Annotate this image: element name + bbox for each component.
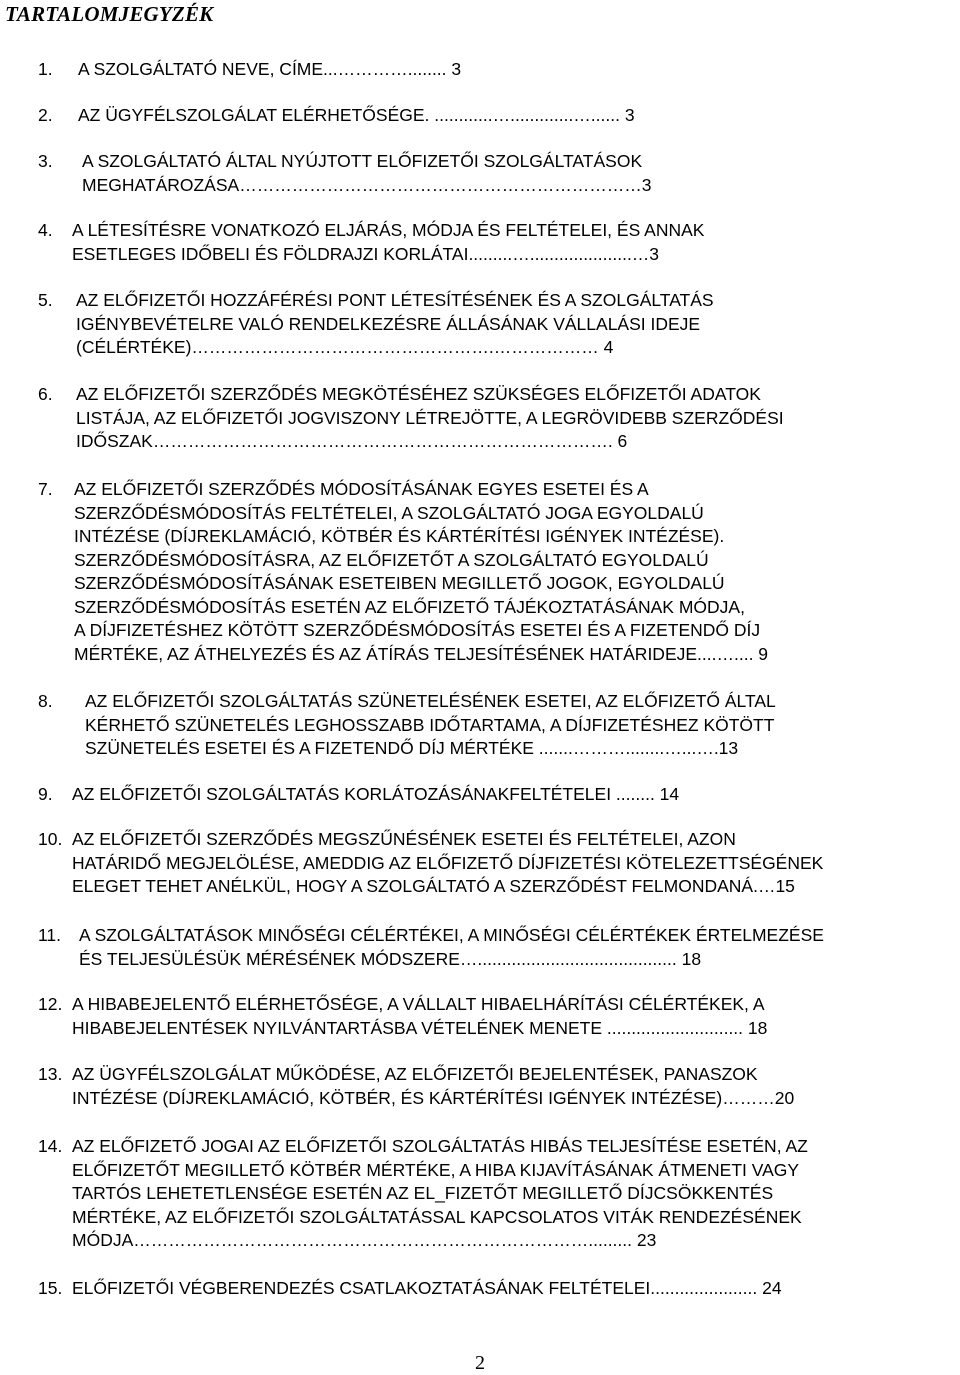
toc-title: TARTALOMJEGYZÉK [5,2,214,26]
toc-entry-line: MÉRTÉKE, AZ ELŐFIZETŐI SZOLGÁLTATÁSSAL KAPCSOLATOS VITÁK RENDEZÉSÉNEK [72,1206,802,1227]
toc-entry-line: AZ ELŐFIZETŐI SZERZŐDÉS MÓDOSÍTÁSÁNAK EGYES ESETEI ÉS A [74,479,649,499]
toc-entry-line: ELŐFIZETŐI VÉGBERENDEZÉS CSATLAKOZTATÁSÁNAK FELTÉTELEI...................... 24 [72,1278,782,1298]
toc-entry-line: AZ ÜGYFÉLSZOLGÁLAT MŰKÖDÉSE, AZ ELŐFIZETŐI BEJELENTÉSEK, PANASZOK [72,1064,758,1084]
toc-entry-number: 14. [38,1136,63,1156]
toc-entry-line: KÉRHETŐ SZÜNETELÉS LEGHOSSZABB IDŐTARTAMA, A DÍJFIZETÉSHEZ KÖTÖTT [85,714,775,735]
toc-entry-line: AZ ELŐFIZETŐI HOZZÁFÉRÉSI PONT LÉTESÍTÉSÉNEK ÉS A SZOLGÁLTATÁS [76,290,714,310]
toc-entry-line: HIBABEJELENTÉSEK NYILVÁNTARTÁSBA VÉTELÉNEK MENETE ............................ 18 [72,1017,768,1038]
toc-entry-line: LISTÁJA, AZ ELŐFIZETŐI JOGVISZONY LÉTREJÖTTE, A LEGRÖVIDEBB SZERZŐDÉSI [76,407,784,428]
toc-entry-number: 5. [38,290,53,310]
toc-entry-line: INTÉZÉSE (DÍJREKLAMÁCIÓ, KÖTBÉR, ÉS KÁRTÉRÍTÉSI IGÉNYEK INTÉZÉSE)………20 [72,1087,795,1108]
toc-entry-number: 10. [38,829,63,849]
toc-entry-line: MÓDJA……………………………………………………………………......... 23 [72,1230,657,1250]
toc-entry-number: 12. [38,994,63,1014]
toc-entry-line: SZERZŐDÉSMÓDOSÍTÁS FELTÉTELEI, A SZOLGÁLTATÓ JOGA EGYOLDALÚ [74,502,704,523]
toc-entry-number: 13. [38,1064,63,1084]
toc-entry-line: ELEGET TEHET ANÉLKÜL, HOGY A SZOLGÁLTATÓ A SZERZŐDÉST FELMONDANÁ.…15 [72,876,795,896]
toc-entry-line: A SZOLGÁLTATÓ ÁLTAL NYÚJTOTT ELŐFIZETŐI SZOLGÁLTATÁSOK [82,151,643,171]
toc-entry-line: ESETLEGES IDŐBELI ÉS FÖLDRAJZI KORLÁTAI.........….....................…3 [72,243,660,264]
toc-entry-number: 6. [38,384,53,404]
toc-entry-number: 2. [38,105,53,125]
toc-entry-line: A DÍJFIZETÉSHEZ KÖTÖTT SZERZŐDÉSMÓDOSÍTÁS ESETEI ÉS A FIZETENDŐ DÍJ [74,620,761,640]
toc-entry-line: SZERZŐDÉSMÓDOSÍTÁSRA, AZ ELŐFIZETŐT A SZOLGÁLTATÓ EGYOLDALÚ [74,549,709,570]
toc-entry-number: 3. [38,151,53,171]
toc-entry-line: A SZOLGÁLTATÓ NEVE, CÍME...…………........ 3 [78,59,462,79]
toc-entry-line: ELŐFIZETŐT MEGILLETŐ KÖTBÉR MÉRTÉKE, A HIBA KIJAVÍTÁSÁNAK ÁTMENETI VAGY [72,1159,800,1180]
toc-entry-line: MÉRTÉKE, AZ ÁTHELYEZÉS ÉS AZ ÁTÍRÁS TELJESÍTÉSÉNEK HATÁRIDEJE....….... 9 [74,643,769,664]
toc-entry-line: INTÉZÉSE (DÍJREKLAMÁCIÓ, KÖTBÉR ÉS KÁRTÉRÍTÉSI IGÉNYEK INTÉZÉSE). [74,526,725,546]
toc-entry-line: AZ ELŐFIZETŐI SZERZŐDÉS MEGSZŰNÉSÉNEK ESETEI ÉS FELTÉTELEI, AZON [72,829,736,849]
toc-entry-line: MEGHATÁROZÁSA……………………………………………………………3 [82,174,652,195]
toc-entry-number: 1. [38,59,53,79]
toc-entry-number: 7. [38,479,53,499]
toc-entry-number: 15. [38,1278,63,1298]
toc-entry-number: 4. [38,220,53,240]
toc-entry-line: AZ ELŐFIZETŐI SZERZŐDÉS MEGKÖTÉSÉHEZ SZÜKSÉGES ELŐFIZETŐI ADATOK [76,384,761,404]
page-number: 2 [475,1352,485,1374]
toc-entry-number: 9. [38,784,53,804]
toc-entry-line: IGÉNYBEVÉTELRE VALÓ RENDELKEZÉSRE ÁLLÁSÁNAK VÁLLALÁSI IDEJE [76,313,701,334]
toc-entry-number: 8. [38,691,53,711]
toc-entry-line: (CÉLÉRTÉKE)…………………………………………….……………… 4 [76,337,614,357]
toc-entry-line: A SZOLGÁLTATÁSOK MINŐSÉGI CÉLÉRTÉKEI, A MINŐSÉGI CÉLÉRTÉKEK ÉRTELMEZÉSE [79,925,824,945]
toc-entry-number: 11. [38,925,62,945]
toc-entry-line: A LÉTESÍTÉSRE VONATKOZÓ ELJÁRÁS, MÓDJA ÉS FELTÉTELEI, ÉS ANNAK [72,220,705,240]
toc-entry-line: HATÁRIDŐ MEGJELÖLÉSE, AMEDDIG AZ ELŐFIZETŐ DÍJFIZETÉSI KÖTELEZETTSÉGÉNEK [72,852,824,873]
toc-entry-line: AZ ELŐFIZETŐ JOGAI AZ ELŐFIZETŐI SZOLGÁLTATÁS HIBÁS TELJESÍTÉSE ESETÉN, AZ [72,1136,808,1156]
toc-entry-line: SZERZŐDÉSMÓDOSÍTÁSÁNAK ESETEIBEN MEGILLETŐ JOGOK, EGYOLDALÚ [74,573,725,593]
toc-entry-line: A HIBABEJELENTŐ ELÉRHETŐSÉGE, A VÁLLALT HIBAELHÁRÍTÁSI CÉLÉRTÉKEK, A [72,994,765,1014]
toc-entry-line: SZÜNETELÉS ESETEI ÉS A FIZETENDŐ DÍJ MÉRTÉKE .......………........…...….13 [85,738,739,758]
toc-entry-line: AZ ELŐFIZETŐI SZOLGÁLTATÁS SZÜNETELÉSÉNEK ESETEI, AZ ELŐFIZETŐ ÁLTAL [85,691,776,711]
toc-entry-line: TARTÓS LEHETETLENSÉGE ESETÉN AZ EL_FIZETŐT MEGILLETŐ DÍJCSÖKKENTÉS [72,1183,774,1203]
toc-entry-line: AZ ELŐFIZETŐI SZOLGÁLTATÁS KORLÁTOZÁSÁNAKFELTÉTELEI ........ 14 [72,784,680,804]
toc-entry-line: SZERZŐDÉSMÓDOSÍTÁS ESETÉN AZ ELŐFIZETŐ TÁJÉKOZTATÁSÁNAK MÓDJA, [74,596,745,617]
toc-entry-line: IDŐSZAK……………………………………………………………………. 6 [76,431,628,451]
toc-entry-line: ÉS TELJESÜLÉSÜK MÉRÉSÉNEK MÓDSZERE…......................................... 18 [79,948,702,969]
toc-entry-line: AZ ÜGYFÉLSZOLGÁLAT ELÉRHETŐSÉGE. ............….............…...... 3 [78,105,635,125]
